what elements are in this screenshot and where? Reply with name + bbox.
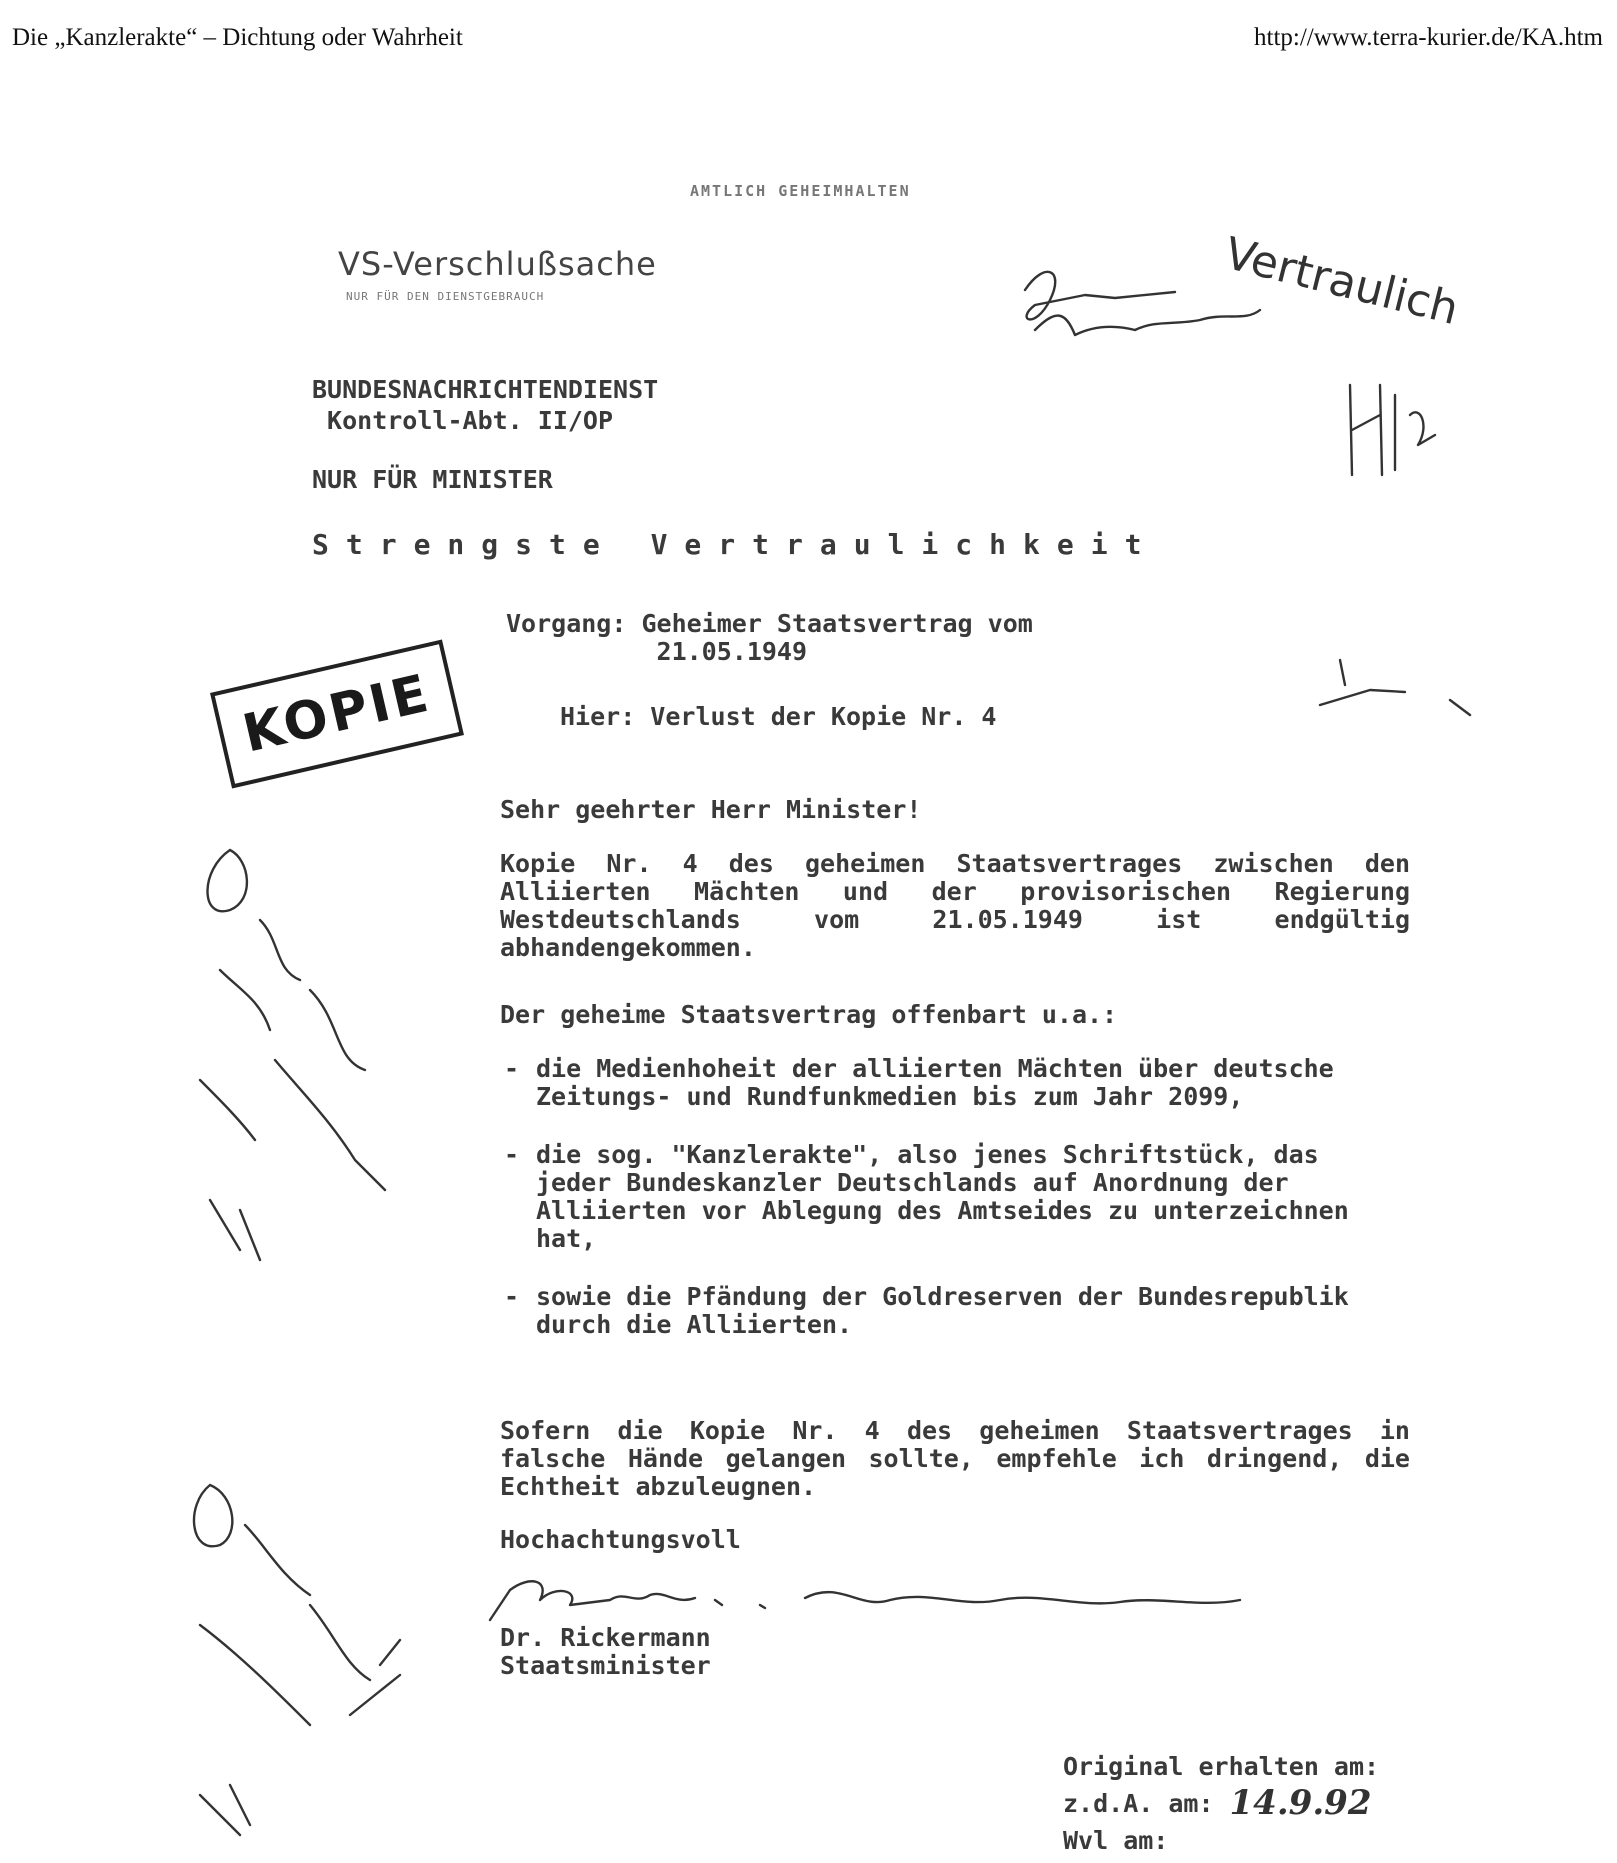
paragraph-1: Kopie Nr. 4 des geheimen Staatsvertrages zwischen den Alliierten Mächten und der provisorischen Regierung Westdeutschlands vom 21.05.1949 ist endgültig abhandengekommen.	[500, 849, 1410, 962]
agency-block	[312, 374, 658, 436]
receipt-wvl: Wvl am:	[1063, 1826, 1169, 1855]
signer-block	[500, 1624, 711, 1680]
page-header-title: Die „Kanzlerakte“ – Dichtung oder Wahrheit	[12, 24, 463, 51]
receipt-zda-date: 14.9.92	[1229, 1783, 1372, 1823]
subject-hier: Hier: Verlust der Kopie Nr. 4	[560, 702, 997, 731]
classification-header: AMTLICH GEHEIMHALTEN	[690, 182, 911, 200]
signer-name: Dr. Rickermann	[500, 1623, 711, 1652]
receipt-zda-label: z.d.A. am:	[1063, 1789, 1214, 1818]
vertraulich-stamp: Vertraulich	[1219, 228, 1464, 336]
kopie-stamp-label: KOPIE	[237, 663, 437, 765]
vs-subtitle: NUR FÜR DEN DIENSTGEBRAUCH	[346, 290, 545, 303]
page-header-url[interactable]: http://www.terra-kurier.de/KA.htm	[1254, 24, 1603, 51]
initials-scribble-right	[1340, 375, 1460, 485]
agency-name: BUNDESNACHRICHTENDIENST	[312, 375, 659, 404]
strengste-vertraulichkeit: Strengste Vertraulichkeit	[312, 528, 1159, 561]
nur-fuer-minister: NUR FÜR MINISTER	[312, 465, 553, 494]
list-item: - die sog. "Kanzlerakte", also jenes Schriftstück, das jeder Bundeskanzler Deutschlands auf Anordnung der Alliierten vor Ablegung des Amtseides zu unterzeichnen hat,	[500, 1141, 1400, 1253]
receipt-block	[1063, 1748, 1379, 1859]
margin-handwriting-2	[170, 1465, 420, 1855]
greeting: Sehr geehrter Herr Minister!	[500, 795, 922, 824]
bullet-list	[500, 1055, 1400, 1369]
paragraph-2: Der geheime Staatsvertrag offenbart u.a.:	[500, 1000, 1118, 1029]
list-item: - die Medienhoheit der alliierten Mächten über deutsche Zeitungs- und Rundfunkmedien bis zum Jahr 2099,	[500, 1055, 1400, 1111]
receipt-original: Original erhalten am:	[1063, 1752, 1380, 1781]
paragraph-3: Sofern die Kopie Nr. 4 des geheimen Staatsvertrages in falsche Hände gelangen sollte, empfehle ich dringend, die Echtheit abzuleugnen.	[500, 1416, 1410, 1501]
margin-handwriting-1	[160, 830, 410, 1270]
initials-scribble-mid	[1310, 650, 1490, 730]
closing: Hochachtungsvoll	[500, 1525, 741, 1554]
signer-title: Staatsminister	[500, 1651, 711, 1680]
agency-department: Kontroll-Abt. II/OP	[312, 406, 614, 435]
subject-vorgang: Vorgang: Geheimer Staatsvertrag vom 21.05.1949	[506, 609, 1033, 666]
signature-scribble-top	[1005, 250, 1275, 360]
kopie-stamp	[210, 639, 464, 788]
receipt-zda-row	[1063, 1785, 1379, 1822]
list-item: - sowie die Pfändung der Goldreserven der Bundesrepublik durch die Alliierten.	[500, 1283, 1400, 1339]
vs-title: VS-Verschlußsache	[338, 245, 657, 283]
